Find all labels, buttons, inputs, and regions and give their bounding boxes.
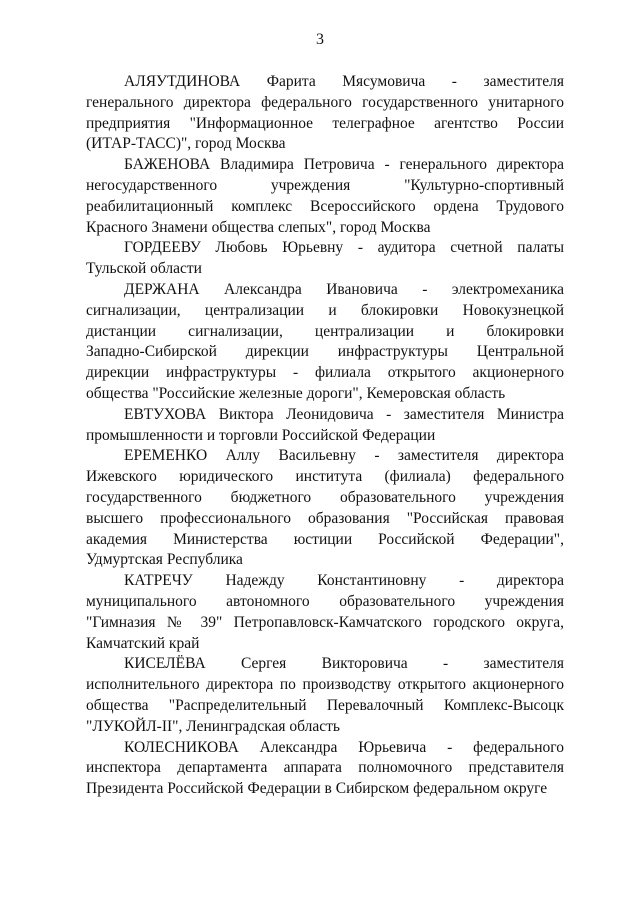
entry-line: КОЛЕСНИКОВА Александра Юрьевича - федерального: [124, 738, 564, 756]
entry-line: инспектора департамента аппарата полномочного представителя: [86, 759, 564, 777]
award-entry: [86, 738, 564, 800]
page-number: 3: [316, 31, 324, 48]
entry-line: предприятия "Информационное телеграфное агентство России: [86, 114, 564, 132]
entry-line: реабилитационный комплекс Всероссийского ордена Трудового: [86, 197, 564, 215]
entry-line: Красного Знамени общества слепых", город Москва: [86, 218, 431, 236]
entry-line: исполнительного директора по производству открытого акционерного: [86, 676, 564, 694]
entry-line: генерального директора федерального государственного унитарного: [86, 93, 564, 111]
entry-line: ЕРЕМЕНКО Аллу Васильевну - заместителя директора: [124, 447, 564, 465]
award-entry: [86, 238, 564, 280]
entry-line: Западно-Сибирской дирекции инфраструктуры Центральной: [86, 343, 564, 361]
entry-line: промышленности и торговли Российской Федерации: [86, 426, 436, 444]
entry-line: БАЖЕНОВА Владимира Петровича - генерального директора: [124, 156, 564, 174]
entry-line: Тульской области: [86, 260, 202, 278]
entry-line: (ИТАР-ТАСС)", город Москва: [86, 135, 286, 153]
entry-line: Ижевского юридического института (филиала) федерального: [86, 468, 564, 486]
entry-line: Удмуртская Республика: [86, 551, 243, 569]
entry-line: академия Министерства юстиции Российской Федерации",: [86, 530, 564, 548]
entry-line: Камчатский край: [86, 634, 200, 652]
document-body: [86, 72, 564, 800]
entry-line: "Гимназия № 39" Петропавловск-Камчатского городского округа,: [86, 613, 564, 631]
entry-line: КАТРЕЧУ Надежду Константиновну - директора: [124, 572, 564, 590]
entry-line: "ЛУКОЙЛ-II", Ленинградская область: [86, 717, 340, 735]
entry-line: муниципального автономного образовательного учреждения: [86, 592, 564, 610]
award-entry: [86, 405, 564, 447]
entry-line: КИСЕЛЁВА Сергея Викторовича - заместителя: [124, 655, 564, 673]
entry-line: ГОРДЕЕВУ Любовь Юрьевну - аудитора счетной палаты: [124, 239, 564, 257]
award-entry: [86, 72, 564, 155]
entry-line: общества "Российские железные дороги", Кемеровская область: [86, 384, 506, 402]
award-entry: [86, 280, 564, 405]
award-entry: [86, 571, 564, 654]
entry-line: ЕВТУХОВА Виктора Леонидовича - заместителя Министра: [124, 405, 564, 423]
entry-line: сигнализации, централизации и блокировки Новокузнецкой: [86, 301, 564, 319]
entry-line: Президента Российской Федерации в Сибирском федеральном округе: [86, 780, 548, 798]
entry-line: общества "Распределительный Перевалочный Комплекс-Высоцк: [86, 696, 564, 714]
entry-line: высшего профессионального образования "Российская правовая: [86, 509, 564, 527]
entry-line: дистанции сигнализации, централизации и блокировки: [86, 322, 564, 340]
award-entry: [86, 446, 564, 571]
entry-line: ДЕРЖАНА Александра Ивановича - электромеханика: [124, 280, 564, 298]
entry-line: государственного бюджетного образовательного учреждения: [86, 488, 564, 506]
award-entry: [86, 654, 564, 737]
award-entry: [86, 155, 564, 238]
entry-line: негосударственного учреждения "Культурно-спортивный: [86, 176, 564, 194]
entry-line: дирекции инфраструктуры - филиала открытого акционерного: [86, 364, 564, 382]
entry-line: АЛЯУТДИНОВА Фарита Мясумовича - заместителя: [124, 73, 564, 90]
